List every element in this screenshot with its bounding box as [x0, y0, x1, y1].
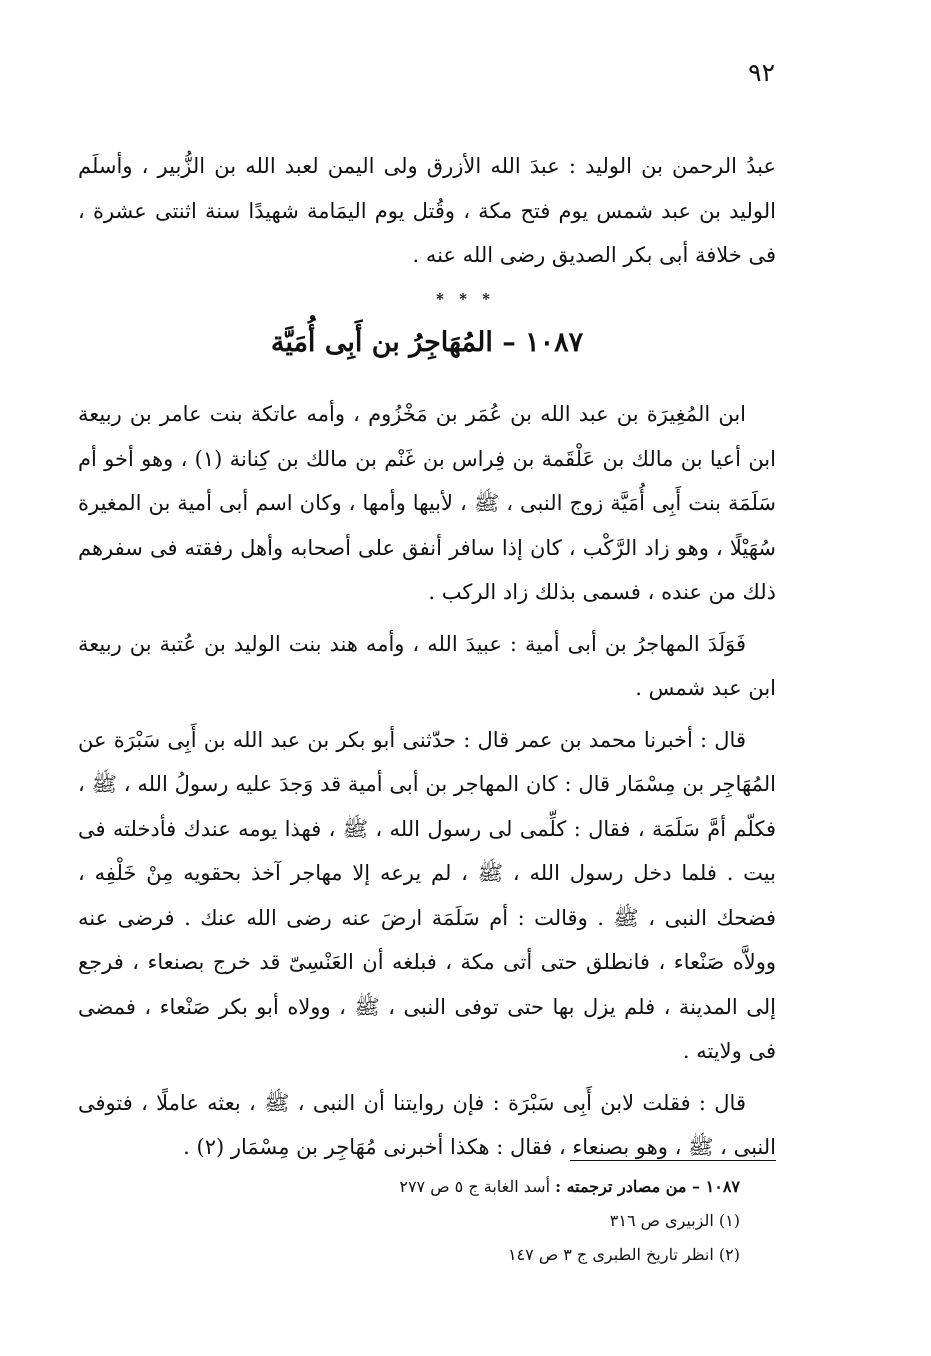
- paragraph-narration: قال : أخبرنا محمد بن عمر قال : حدّثنى أبو بكر بن عبد الله بن أَبِى سَبْرَة عن المُهَاجِر بن مِسْمَار قال : كان المهاجر بن أبى أمية قد وَجدَ عليه رسولُ الله ، ﷺ ، فكلّم أمَّ سَلَمَة ، فقال : كلِّمى لى رسول الله ، ﷺ ، فهذا يومه عندك فأدخلته فى بيت . فلما دخل رسول الله ، ﷺ ، لم يرعه إلا مهاجر آخذ بحقويه مِنْ خَلْفِه ، فضحك النبى ، ﷺ . وقالت : أم سَلَمَة ارضَ عنه رضى الله عنك . فرضى عنه وولاَّه صَنْعاء ، فانطلق حتى أتى مكة ، فبلغه أن العَنْسِىّ قد خرج بصنعاء ، فرجع إلى المدينة ، فلم يزل بها حتى توفى النبى ، ﷺ ، وولاه أبو بكر صَنْعاء ، فمضى فى ولايته .: [78, 727, 776, 1063]
- paragraph-lineage: ابن المُغِيرَة بن عبد الله بن عُمَر بن مَخْزُوم ، وأمه عاتكة بنت عامر بن ربيعة ابن أعيا بن مالك بن عَلْقَمة بن فِراس بن غَنْم بن مالك بن كِنانة (١) ، وهو أخو أم سَلَمَة بنت أَبِى أُمَيَّة زوج النبى ، ﷺ ، لأبيها وأمها ، وكان اسم أبى أمية بن المغيرة سُهَيْلًا ، وهو زاد الرَّكْب ، كان إذا سافر أنفق على أصحابه وأهل رفقته فى سفرهم ذلك من عنده ، فسمى بذلك زاد الركب .: [78, 402, 776, 604]
- footnote-2: (٢) انظر تاريخ الطبرى ج ٣ ص ١٤٧: [507, 1245, 740, 1264]
- page-number: ٩٢: [748, 58, 775, 87]
- intro-paragraph: عبدُ الرحمن بن الوليد : عبدَ الله الأزرق ولى اليمن لعبد الله بن الزُّبير ، وأسلَم الوليد بن عبد شمس يوم فتح مكة ، وقُتل يوم اليمَامة شهيدًا سنة اثنتى عشرة ، فى خلافة أبى بكر الصديق رضى الله عنه .: [78, 154, 776, 267]
- intro-text: [78, 144, 776, 278]
- footnote-sources-lead: ١٠٨٧ – من مصادر ترجمته :: [555, 1177, 740, 1196]
- paragraph-offspring: فَوَلَدَ المهاجرُ بن أبى أمية : عبيدَ الله ، وأمه هند بنت الوليد بن عُتبة بن ربيعة ابن عبد شمس .: [78, 631, 776, 700]
- entry-body: [78, 392, 776, 1170]
- entry-heading: ١٠٨٧ – المُهَاجِرُ بن أَبِى أُمَيَّة: [270, 327, 584, 358]
- paragraph-narration-2: قال : فقلت لابن أَبِى سَبْرَة : فإن روايتنا أن النبى ، ﷺ ، بعثه عاملًا ، فتوفى النبى ، ﷺ ، وهو بصنعاء ، فقال : هكذا أخبرنى مُهَاجِر بن مِسْمَار (٢) .: [78, 1090, 776, 1159]
- footnote-sources: [200, 1170, 740, 1204]
- footnote-divider: [570, 1160, 776, 1161]
- footnote-sources-text: أسد الغابة ج ٥ ص ٢٧٧: [399, 1177, 551, 1196]
- section-separator: * * *: [436, 290, 495, 308]
- footnotes: [200, 1170, 740, 1272]
- footnote-1: (١) الزبيرى ص ٣١٦: [609, 1211, 740, 1230]
